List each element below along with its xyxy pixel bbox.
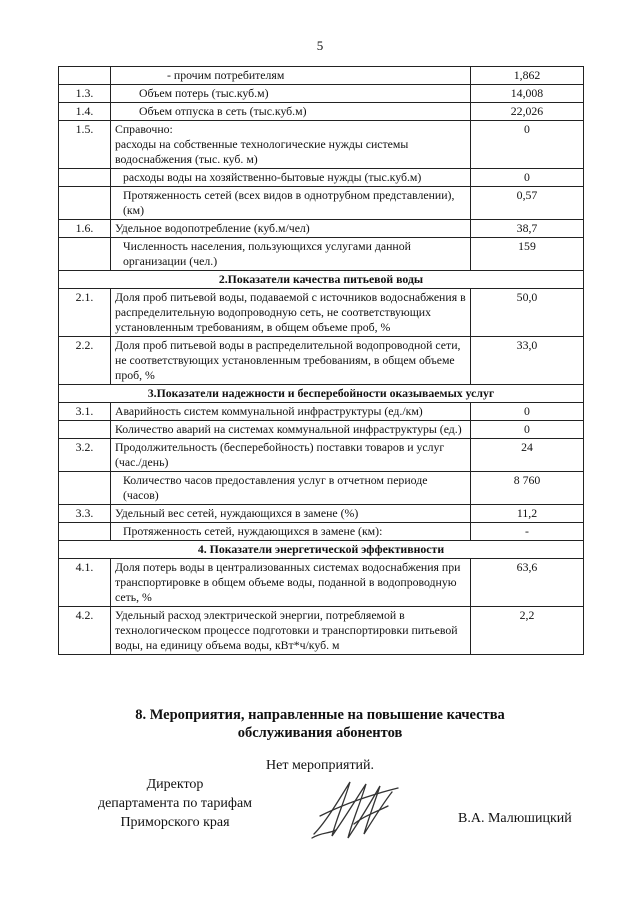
- indicator-label: Доля потерь воды в централизованных системах водоснабжения при транспортировке в общем объеме воды, поданной в водопроводную сеть, %: [111, 559, 471, 607]
- indicator-value: -: [471, 523, 584, 541]
- table-row: [59, 220, 584, 238]
- table-row: [59, 439, 584, 472]
- row-number: [59, 472, 111, 505]
- section8-heading-line1: 8. Мероприятия, направленные на повышение качества: [135, 707, 505, 723]
- indicator-value: 0: [471, 421, 584, 439]
- section-title: 4. Показатели энергетической эффективности: [59, 541, 584, 559]
- indicator-value: 0: [471, 121, 584, 169]
- indicator-label: Удельный расход электрической энергии, потребляемой в технологическом процессе подготовки и транспортировки питьевой воды, на единицу объема воды, кВт*ч/куб. м: [111, 607, 471, 655]
- indicator-value: 50,0: [471, 289, 584, 337]
- indicator-value: 8 760: [471, 472, 584, 505]
- indicator-value: 0: [471, 169, 584, 187]
- indicator-label: - прочим потребителям: [111, 67, 471, 85]
- row-number: 1.6.: [59, 220, 111, 238]
- indicator-label: расходы воды на хозяйственно-бытовые нужды (тыс.куб.м): [111, 169, 471, 187]
- table-row: [59, 472, 584, 505]
- row-number: [59, 169, 111, 187]
- table-row: [59, 169, 584, 187]
- row-number: [59, 238, 111, 271]
- section8-text: Нет мероприятий.: [266, 758, 375, 773]
- indicator-label: Продолжительность (бесперебойность) поставки товаров и услуг (час./день): [111, 439, 471, 472]
- table-row: [59, 121, 584, 169]
- row-number: [59, 421, 111, 439]
- table-row: [59, 523, 584, 541]
- section-header-row: [59, 541, 584, 559]
- row-number: [59, 187, 111, 220]
- indicator-label: Объем отпуска в сеть (тыс.куб.м): [111, 103, 471, 121]
- indicator-value: 24: [471, 439, 584, 472]
- row-number: 3.2.: [59, 439, 111, 472]
- indicator-value: 14,008: [471, 85, 584, 103]
- signatory-title: [50, 775, 300, 832]
- indicator-value: 63,6: [471, 559, 584, 607]
- section8-heading: [0, 706, 640, 742]
- section-header-row: [59, 385, 584, 403]
- row-number: 1.3.: [59, 85, 111, 103]
- table-row: [59, 187, 584, 220]
- indicator-value: 22,026: [471, 103, 584, 121]
- row-number: 1.5.: [59, 121, 111, 169]
- indicator-label: Объем потерь (тыс.куб.м): [111, 85, 471, 103]
- indicators-table: [58, 66, 584, 655]
- indicator-label: Протяженность сетей (всех видов в однотрубном представлении), (км): [111, 187, 471, 220]
- handwritten-signature: [306, 776, 406, 842]
- page-number: 5: [316, 38, 324, 53]
- table-row: [59, 421, 584, 439]
- table-row: [59, 67, 584, 85]
- indicator-value: 11,2: [471, 505, 584, 523]
- indicator-label: Протяженность сетей, нуждающихся в замене (км):: [111, 523, 471, 541]
- section8-heading-line2: обслуживания абонентов: [237, 725, 403, 741]
- row-number: 1.4.: [59, 103, 111, 121]
- row-number: 2.2.: [59, 337, 111, 385]
- indicator-label: Доля проб питьевой воды, подаваемой с источников водоснабжения в распределительную водопроводную сеть, не соответствующих установленным требованиям, в общем объеме проб, %: [111, 289, 471, 337]
- indicator-label: Доля проб питьевой воды в распределительной водопроводной сети, не соответствующих установленным требованиям, в общем объеме проб, %: [111, 337, 471, 385]
- indicator-value: 159: [471, 238, 584, 271]
- indicator-label: Удельное водопотребление (куб.м/чел): [111, 220, 471, 238]
- row-number: 3.1.: [59, 403, 111, 421]
- row-number: 4.1.: [59, 559, 111, 607]
- section-header-row: [59, 271, 584, 289]
- table-row: [59, 289, 584, 337]
- row-number: [59, 67, 111, 85]
- indicator-value: 38,7: [471, 220, 584, 238]
- table-row: [59, 103, 584, 121]
- indicator-value: 2,2: [471, 607, 584, 655]
- indicator-label: Аварийность систем коммунальной инфраструктуры (ед./км): [111, 403, 471, 421]
- row-number: [59, 523, 111, 541]
- indicator-value: 1,862: [471, 67, 584, 85]
- signatory-title-line3: Приморского края: [120, 815, 230, 830]
- indicator-value: 33,0: [471, 337, 584, 385]
- table-row: [59, 238, 584, 271]
- indicator-label: Количество аварий на системах коммунальной инфраструктуры (ед.): [111, 421, 471, 439]
- table-row: [59, 85, 584, 103]
- row-number: 4.2.: [59, 607, 111, 655]
- table-row: [59, 337, 584, 385]
- table-row: [59, 505, 584, 523]
- indicator-value: 0,57: [471, 187, 584, 220]
- indicator-label: Справочно: расходы на собственные технологические нужды системы водоснабжения (тыс. куб. м): [111, 121, 471, 169]
- table-row: [59, 607, 584, 655]
- signatory-title-line2: департамента по тарифам: [97, 796, 253, 811]
- signatory-title-line1: Директор: [146, 777, 204, 792]
- table-row: [59, 559, 584, 607]
- indicator-label: Удельный вес сетей, нуждающихся в замене (%): [111, 505, 471, 523]
- section-title: 2.Показатели качества питьевой воды: [59, 271, 584, 289]
- indicator-value: 0: [471, 403, 584, 421]
- table-row: [59, 403, 584, 421]
- indicator-label: Численность населения, пользующихся услугами данной организации (чел.): [111, 238, 471, 271]
- indicators-table-body: [59, 67, 584, 655]
- row-number: 3.3.: [59, 505, 111, 523]
- row-number: 2.1.: [59, 289, 111, 337]
- section-title: 3.Показатели надежности и бесперебойности оказываемых услуг: [59, 385, 584, 403]
- indicator-label: Количество часов предоставления услуг в отчетном периоде (часов): [111, 472, 471, 505]
- signatory-name: В.А. Малюшицкий: [458, 811, 572, 826]
